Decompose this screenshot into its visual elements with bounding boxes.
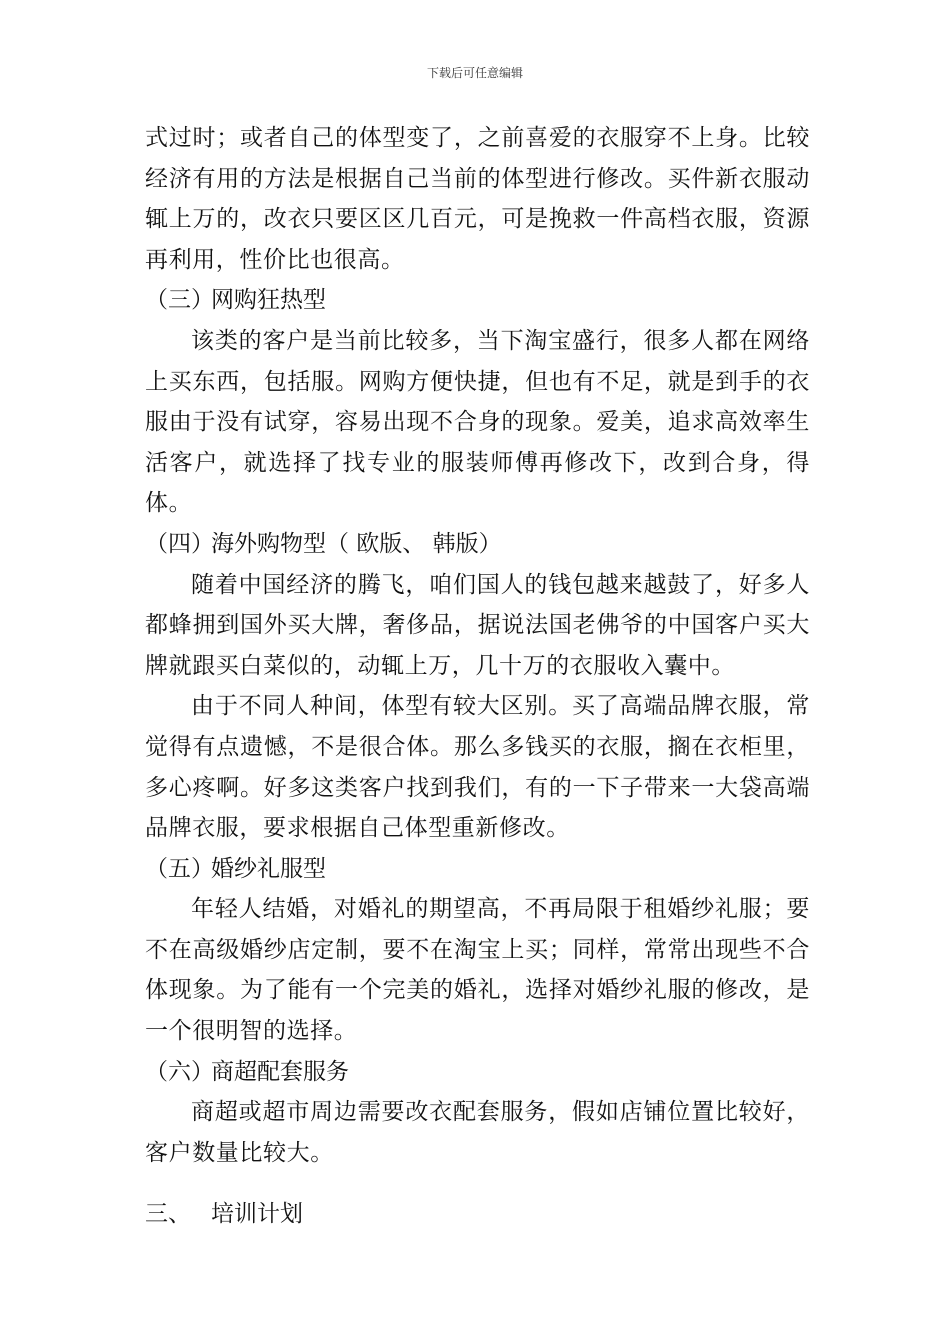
subheading-title: 婚纱礼服型 [211,855,326,882]
subheading-number: （四） [145,530,214,557]
section-title: 培训计划 [211,1201,303,1228]
subheading-overseas-shopping [145,524,810,565]
subheading-title: 网购狂热型 [211,287,326,314]
page-header-note: 下载后可任意编辑 [426,66,523,80]
section-number: 三、 [145,1201,191,1228]
subheading-wedding-dress [145,849,810,890]
subheading-title: 商超配套服务 [211,1058,349,1085]
subheading-online-shopping [145,280,810,321]
subheading-number: （六） [145,1058,214,1085]
subheading-title: 海外购物型（ 欧版、 韩版） [211,530,502,557]
paragraph-intro-continued: 式过时；或者自己的体型变了，之前喜爱的衣服穿不上身。比较经济有用的方法是根据自己当前的体型进行修改。买件新衣服动辄上万的，改衣只要区区几百元，可是挽救一件高档衣服，资源再利用，性价比也很高。 [145,125,810,273]
paragraph-overseas-shopping-2: 由于不同人种间，体型有较大区别。买了高端品牌衣服，常觉得有点遗憾，不是很合体。那么多钱买的衣服，搁在衣柜里，多心疼啊。好多这类客户找到我们，有的一下子带来一大袋高端品牌衣服，要求根据自己体型重新修改。 [145,693,810,842]
document-body [145,118,810,1235]
paragraph-overseas-shopping-1: 随着中国经济的腾飞，咱们国人的钱包越来越鼓了，好多人都蜂拥到国外买大牌，奢侈品，据说法国老佛爷的中国客户买大牌就跟买白菜似的，动辄上万，几十万的衣服收入囊中。 [145,571,810,679]
paragraph-mall-service: 商超或超市周边需要改衣配套服务，假如店铺位置比较好，客户数量比较大。 [145,1099,810,1166]
paragraph-wedding-dress: 年轻人结婚，对婚礼的期望高，不再局限于租婚纱礼服；要不在高级婚纱店定制，要不在淘宝上买；同样，常常出现些不合体现象。为了能有一个完美的婚礼，选择对婚纱礼服的修改，是一个很明智的选择。 [145,896,810,1045]
subheading-mall-service [145,1052,810,1093]
subheading-number: （五） [145,855,214,882]
section-heading-training-plan [145,1194,810,1235]
subheading-number: （三） [145,287,214,314]
paragraph-online-shopping: 该类的客户是当前比较多，当下淘宝盛行，很多人都在网络上买东西，包括服。网购方便快捷，但也有不足，就是到手的衣服由于没有试穿，容易出现不合身的现象。爱美，追求高效率生活客户，就选择了找专业的服装师傅再修改下，改到合身，得体。 [145,327,810,517]
